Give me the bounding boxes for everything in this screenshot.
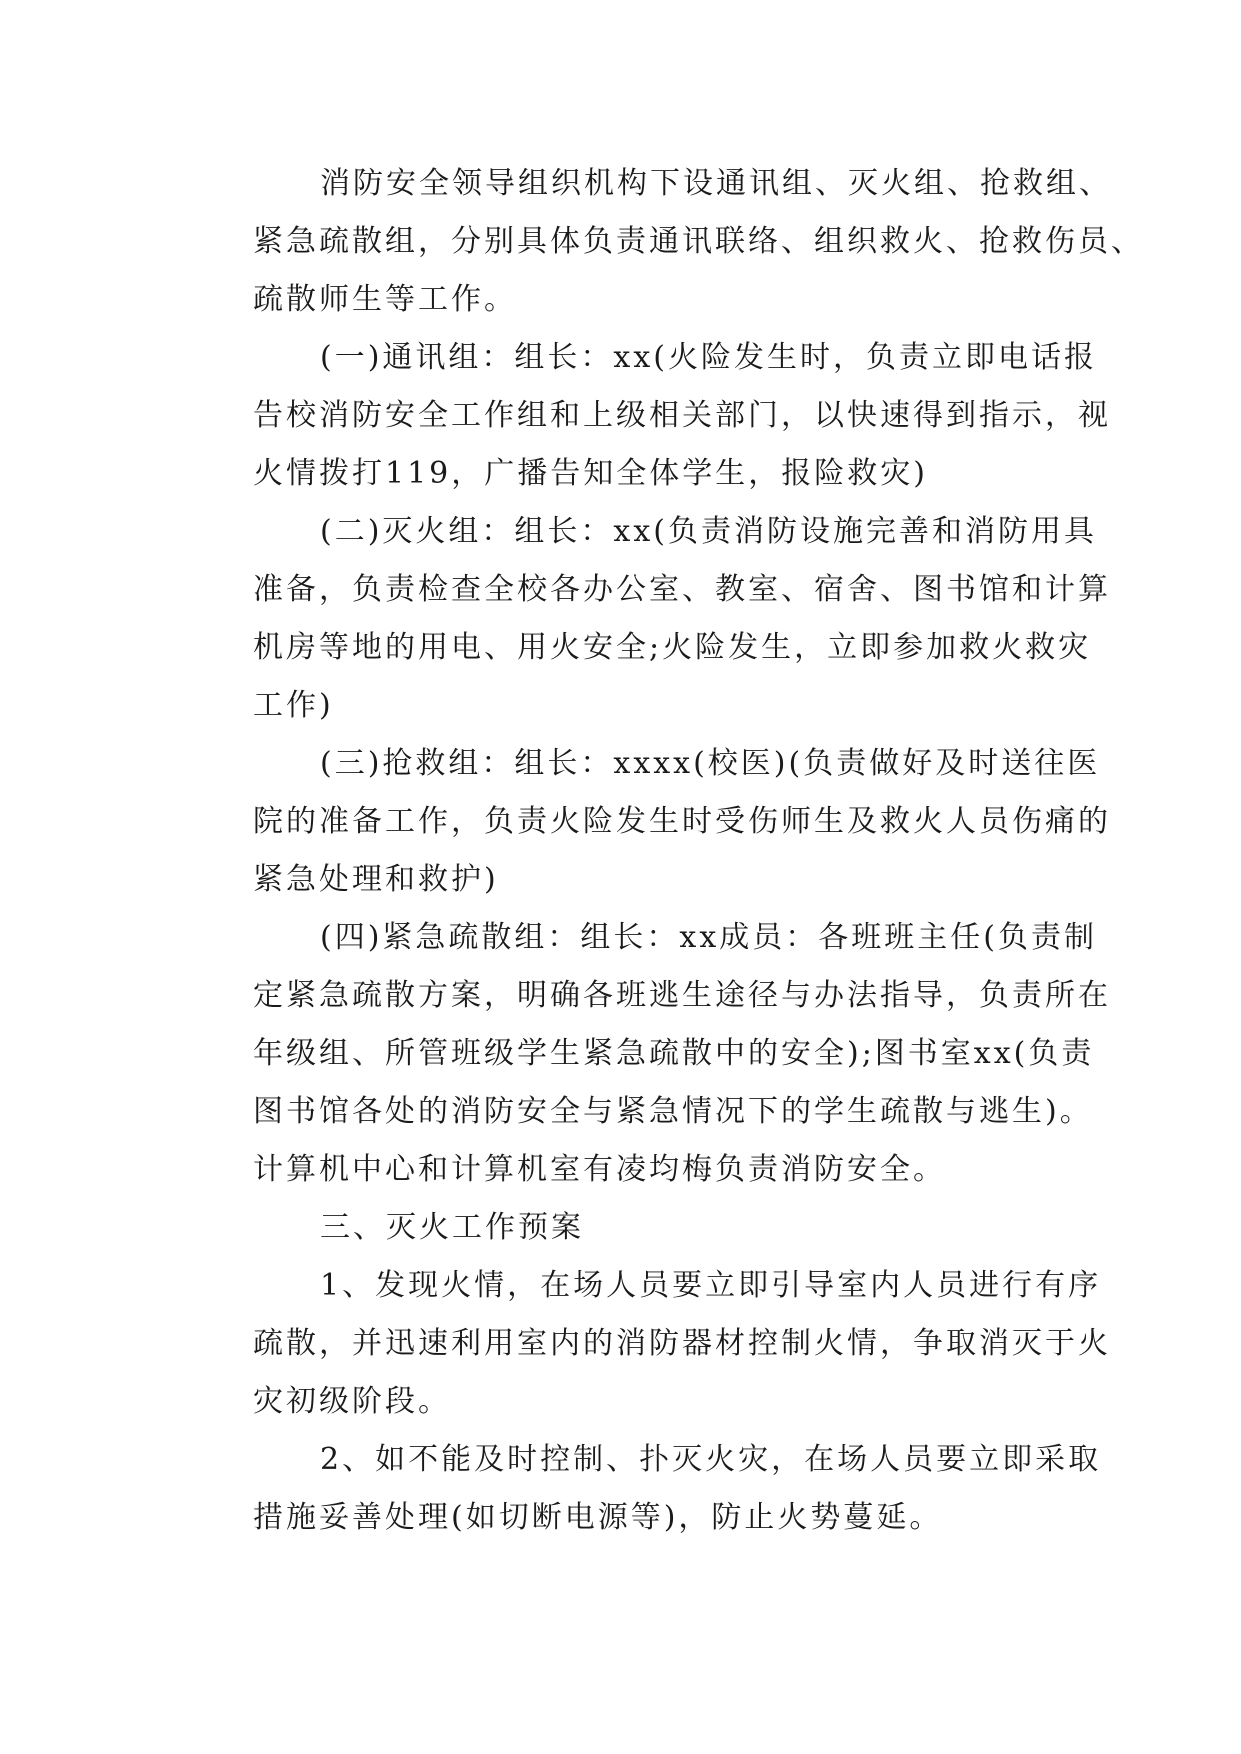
text-line: 紧急疏散组，分别具体负责通讯联络、组织救火、抢救伤员、 [253, 224, 1144, 259]
text-line: 措施妥善处理(如切断电源等)，防止火势蔓延。 [253, 1500, 943, 1535]
text-line: 工作) [253, 688, 334, 723]
text-line: (二)灭火组：组长：xx(负责消防设施完善和消防用具 [320, 514, 1097, 549]
text-line: 年级组、所管班级学生紧急疏散中的安全);图书室xx(负责 [253, 1036, 1095, 1071]
paragraph-rescue-group [193, 735, 1111, 909]
text-line: 2、如不能及时控制、扑灭火灾，在场人员要立即采取 [320, 1442, 1102, 1477]
paragraph-plan-step-1 [193, 1257, 1111, 1431]
text-line: 消防安全领导组织机构下设通讯组、灭火组、抢救组、 [320, 166, 1112, 201]
text-line: 准备，负责检查全校各办公室、教室、宿舍、图书馆和计算 [253, 572, 1111, 607]
text-line: 图书馆各处的消防安全与紧急情况下的学生疏散与逃生)。 [253, 1094, 1093, 1129]
text-line: 疏散师生等工作。 [253, 282, 517, 317]
paragraph-evacuation-group [193, 909, 1111, 1199]
paragraph-org-structure [193, 155, 1144, 329]
text-line: 疏散，并迅速利用室内的消防器材控制火情，争取消灭于火 [253, 1326, 1111, 1361]
paragraph-firefighting-group [193, 503, 1111, 735]
paragraph-plan-step-2 [193, 1431, 1102, 1547]
text-line: 计算机中心和计算机室有凌均梅负责消防安全。 [253, 1152, 946, 1187]
text-line: 火情拨打119，广播告知全体学生，报险救灾) [253, 456, 928, 491]
text-line: (四)紧急疏散组：组长：xx成员：各班班主任(负责制 [320, 920, 1097, 955]
text-line: 院的准备工作，负责火险发生时受伤师生及救火人员伤痛的 [253, 804, 1111, 839]
heading-line: 三、灭火工作预案 [320, 1210, 584, 1245]
text-line: 灾初级阶段。 [253, 1384, 451, 1419]
paragraph-communication-group [193, 329, 1111, 503]
document-body [193, 155, 1144, 1547]
section-heading-firefighting-plan [193, 1199, 1063, 1257]
text-line: 紧急处理和救护) [253, 862, 499, 897]
text-line: (三)抢救组：组长：xxxx(校医)(负责做好及时送往医 [320, 746, 1101, 781]
text-line: (一)通讯组：组长：xx(火险发生时，负责立即电话报 [320, 340, 1097, 375]
text-line: 告校消防安全工作组和上级相关部门，以快速得到指示，视 [253, 398, 1111, 433]
text-line: 定紧急疏散方案，明确各班逃生途径与办法指导，负责所在 [253, 978, 1111, 1013]
text-line: 机房等地的用电、用火安全;火险发生，立即参加救火救灾 [253, 630, 1092, 665]
text-line: 1、发现火情，在场人员要立即引导室内人员进行有序 [320, 1268, 1102, 1303]
